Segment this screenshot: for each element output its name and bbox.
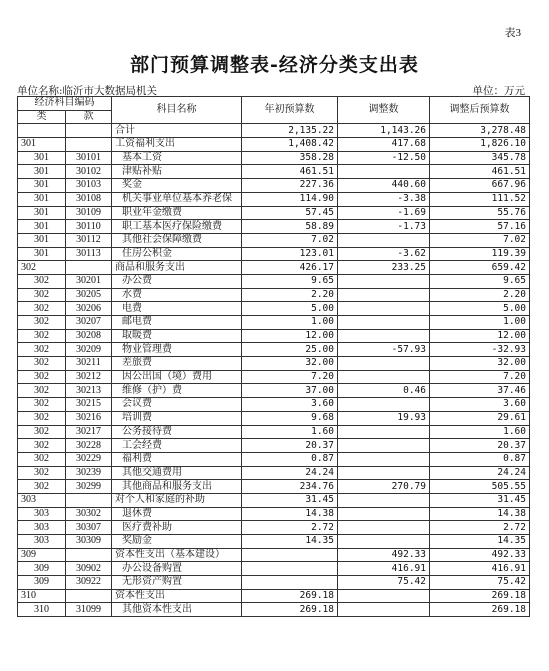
adjusted-budget-cell: 7.02 (430, 233, 530, 247)
category-code-cell: 302 (18, 288, 66, 302)
table-row (18, 384, 530, 398)
item-code-cell: 30309 (66, 535, 112, 549)
initial-budget-cell: 37.00 (242, 384, 338, 398)
category-code-cell: 302 (18, 370, 66, 384)
table-row (18, 247, 530, 261)
adjustment-cell: 75.42 (338, 576, 430, 590)
adjusted-budget-cell: 75.42 (430, 576, 530, 590)
table-row (18, 589, 530, 603)
adjustment-cell (338, 439, 430, 453)
category-code-cell: 302 (18, 384, 66, 398)
adjustment-cell (338, 466, 430, 480)
adjustment-cell (338, 357, 430, 371)
category-code-cell: 302 (18, 480, 66, 494)
adjusted-budget-cell: 111.52 (430, 192, 530, 206)
category-code-cell: 309 (18, 562, 66, 576)
table-row (18, 261, 530, 275)
adjustment-cell (338, 425, 430, 439)
category-code-cell: 302 (18, 425, 66, 439)
adjusted-budget-cell: 3,278.48 (430, 124, 530, 138)
subject-name-cell: 维修（护）费 (112, 384, 242, 398)
subject-name-cell: 商品和服务支出 (112, 261, 242, 275)
category-code-cell: 310 (18, 603, 66, 617)
adjusted-budget-cell: 2.20 (430, 288, 530, 302)
table-row (18, 548, 530, 562)
adjustment-cell: 1,143.26 (338, 124, 430, 138)
category-code-cell: 309 (18, 548, 66, 562)
item-code-cell: 30113 (66, 247, 112, 261)
category-code-cell: 303 (18, 535, 66, 549)
item-code-cell (66, 261, 112, 275)
initial-budget-cell: 269.18 (242, 603, 338, 617)
item-code-cell: 30228 (66, 439, 112, 453)
item-code-cell: 30229 (66, 452, 112, 466)
adjustment-cell: -57.93 (338, 343, 430, 357)
adjustment-cell: 0.46 (338, 384, 430, 398)
table-row (18, 425, 530, 439)
category-code-cell: 301 (18, 247, 66, 261)
item-code-cell: 30101 (66, 151, 112, 165)
initial-budget-cell: 5.00 (242, 302, 338, 316)
subject-name-cell: 办公费 (112, 274, 242, 288)
table-row (18, 603, 530, 617)
adjusted-budget-cell: 24.24 (430, 466, 530, 480)
table-row (18, 206, 530, 220)
adjustment-cell (338, 165, 430, 179)
initial-budget-cell: 269.18 (242, 589, 338, 603)
initial-budget-cell: 1,408.42 (242, 138, 338, 152)
adjustment-cell (338, 302, 430, 316)
adjusted-budget-cell: 57.16 (430, 220, 530, 234)
item-code-cell: 30299 (66, 480, 112, 494)
subject-name-cell: 奖励金 (112, 535, 242, 549)
subject-name-cell: 邮电费 (112, 316, 242, 330)
item-code-cell (66, 589, 112, 603)
category-code-cell: 302 (18, 439, 66, 453)
category-code-cell: 302 (18, 343, 66, 357)
category-code-cell: 301 (18, 206, 66, 220)
adjusted-budget-cell: 1.00 (430, 316, 530, 330)
unit-name: 单位名称:临沂市大数据局机关 (17, 85, 158, 97)
header-category: 类 (18, 110, 66, 124)
adjusted-budget-cell: 0.87 (430, 452, 530, 466)
adjusted-budget-cell: 1.60 (430, 425, 530, 439)
table-row (18, 439, 530, 453)
category-code-cell: 302 (18, 398, 66, 412)
category-code-cell: 302 (18, 302, 66, 316)
adjustment-cell (338, 507, 430, 521)
adjustment-cell (338, 589, 430, 603)
table-row (18, 521, 530, 535)
header-item: 款 (66, 110, 112, 124)
subject-name-cell: 工资福利支出 (112, 138, 242, 152)
subject-name-cell: 办公设备购置 (112, 562, 242, 576)
item-code-cell (66, 138, 112, 152)
category-code-cell: 301 (18, 192, 66, 206)
adjustment-cell: -1.69 (338, 206, 430, 220)
adjustment-cell: 416.91 (338, 562, 430, 576)
adjusted-budget-cell: 20.37 (430, 439, 530, 453)
subject-name-cell: 职业年金缴费 (112, 206, 242, 220)
adjusted-budget-cell: 5.00 (430, 302, 530, 316)
initial-budget-cell: 358.28 (242, 151, 338, 165)
initial-budget-cell: 14.35 (242, 535, 338, 549)
category-code-cell: 301 (18, 233, 66, 247)
table-row (18, 138, 530, 152)
adjusted-budget-cell: 55.76 (430, 206, 530, 220)
item-code-cell: 30213 (66, 384, 112, 398)
subject-name-cell: 对个人和家庭的补助 (112, 493, 242, 507)
item-code-cell: 30103 (66, 179, 112, 193)
table-row (18, 466, 530, 480)
header-initial-budget: 年初预算数 (242, 97, 338, 124)
subject-name-cell: 资本性支出（基本建设） (112, 548, 242, 562)
subject-name-cell: 会议费 (112, 398, 242, 412)
table-row (18, 274, 530, 288)
sheet-number-label: 表3 (504, 27, 521, 39)
adjustment-cell (338, 274, 430, 288)
initial-budget-cell: 31.45 (242, 493, 338, 507)
adjusted-budget-cell: 269.18 (430, 589, 530, 603)
header-adjustment: 调整数 (338, 97, 430, 124)
adjustment-cell (338, 316, 430, 330)
adjustment-cell: -3.62 (338, 247, 430, 261)
table-row (18, 398, 530, 412)
adjusted-budget-cell: 269.18 (430, 603, 530, 617)
initial-budget-cell: 227.36 (242, 179, 338, 193)
category-code-cell: 303 (18, 493, 66, 507)
adjustment-cell (338, 370, 430, 384)
category-code-cell: 302 (18, 329, 66, 343)
subject-name-cell: 职工基本医疗保险缴费 (112, 220, 242, 234)
table-row (18, 357, 530, 371)
adjusted-budget-cell: 12.00 (430, 329, 530, 343)
subject-name-cell: 资本性支出 (112, 589, 242, 603)
item-code-cell: 30102 (66, 165, 112, 179)
item-code-cell: 30217 (66, 425, 112, 439)
category-code-cell: 302 (18, 466, 66, 480)
currency-unit: 单位：万元 (472, 85, 525, 97)
subject-name-cell: 奖金 (112, 179, 242, 193)
initial-budget-cell: 7.20 (242, 370, 338, 384)
subject-name-cell: 其他资本性支出 (112, 603, 242, 617)
initial-budget-cell: 234.76 (242, 480, 338, 494)
table-row (18, 192, 530, 206)
subject-name-cell: 基本工资 (112, 151, 242, 165)
category-code-cell: 301 (18, 220, 66, 234)
item-code-cell: 30205 (66, 288, 112, 302)
adjusted-budget-cell: 659.42 (430, 261, 530, 275)
adjustment-cell (338, 329, 430, 343)
item-code-cell (66, 124, 112, 138)
item-code-cell (66, 493, 112, 507)
budget-table (17, 96, 530, 617)
table-row (18, 165, 530, 179)
adjusted-budget-cell: 461.51 (430, 165, 530, 179)
initial-budget-cell (242, 548, 338, 562)
subject-name-cell: 差旅费 (112, 357, 242, 371)
initial-budget-cell: 9.65 (242, 274, 338, 288)
category-code-cell: 301 (18, 165, 66, 179)
item-code-cell: 31099 (66, 603, 112, 617)
table-row (18, 233, 530, 247)
adjusted-budget-cell: 32.00 (430, 357, 530, 371)
category-code-cell: 303 (18, 507, 66, 521)
category-code-cell: 303 (18, 521, 66, 535)
subject-name-cell: 退休费 (112, 507, 242, 521)
subject-name-cell: 合计 (112, 124, 242, 138)
initial-budget-cell: 25.00 (242, 343, 338, 357)
table-row (18, 329, 530, 343)
adjustment-cell: 440.60 (338, 179, 430, 193)
item-code-cell: 30302 (66, 507, 112, 521)
table-row (18, 480, 530, 494)
item-code-cell: 30109 (66, 206, 112, 220)
adjustment-cell (338, 535, 430, 549)
item-code-cell: 30112 (66, 233, 112, 247)
adjusted-budget-cell: 1,826.10 (430, 138, 530, 152)
adjusted-budget-cell: 416.91 (430, 562, 530, 576)
table-row (18, 316, 530, 330)
initial-budget-cell: 0.87 (242, 452, 338, 466)
subject-name-cell: 取暖费 (112, 329, 242, 343)
initial-budget-cell: 9.68 (242, 411, 338, 425)
initial-budget-cell (242, 576, 338, 590)
adjustment-cell (338, 452, 430, 466)
adjustment-cell (338, 493, 430, 507)
table-row (18, 411, 530, 425)
table-row (18, 179, 530, 193)
adjusted-budget-cell: 9.65 (430, 274, 530, 288)
category-code-cell: 310 (18, 589, 66, 603)
category-code-cell: 301 (18, 179, 66, 193)
item-code-cell: 30211 (66, 357, 112, 371)
category-code-cell: 302 (18, 316, 66, 330)
item-code-cell: 30108 (66, 192, 112, 206)
table-row (18, 562, 530, 576)
category-code-cell: 302 (18, 452, 66, 466)
table-row (18, 370, 530, 384)
subject-name-cell: 物业管理费 (112, 343, 242, 357)
adjusted-budget-cell: 14.35 (430, 535, 530, 549)
adjusted-budget-cell: 492.33 (430, 548, 530, 562)
initial-budget-cell: 1.60 (242, 425, 338, 439)
subject-name-cell: 培训费 (112, 411, 242, 425)
table-row (18, 576, 530, 590)
initial-budget-cell: 2.20 (242, 288, 338, 302)
table-row (18, 220, 530, 234)
adjustment-cell: -1.73 (338, 220, 430, 234)
subject-name-cell: 其他交通费用 (112, 466, 242, 480)
table-row (18, 507, 530, 521)
item-code-cell: 30208 (66, 329, 112, 343)
subject-name-cell: 医疗费补助 (112, 521, 242, 535)
subject-name-cell: 其他社会保障缴费 (112, 233, 242, 247)
item-code-cell: 30307 (66, 521, 112, 535)
item-code-cell: 30201 (66, 274, 112, 288)
initial-budget-cell: 2,135.22 (242, 124, 338, 138)
item-code-cell: 30215 (66, 398, 112, 412)
adjusted-budget-cell: 119.39 (430, 247, 530, 261)
adjustment-cell (338, 603, 430, 617)
page-title: 部门预算调整表-经济分类支出表 (130, 54, 419, 76)
adjusted-budget-cell: 3.60 (430, 398, 530, 412)
initial-budget-cell (242, 562, 338, 576)
table-body (18, 124, 530, 617)
initial-budget-cell: 12.00 (242, 329, 338, 343)
item-code-cell: 30207 (66, 316, 112, 330)
adjusted-budget-cell: 7.20 (430, 370, 530, 384)
adjustment-cell (338, 288, 430, 302)
item-code-cell: 30110 (66, 220, 112, 234)
table-row (18, 302, 530, 316)
category-code-cell: 302 (18, 274, 66, 288)
initial-budget-cell: 3.60 (242, 398, 338, 412)
category-code-cell: 301 (18, 151, 66, 165)
item-code-cell: 30902 (66, 562, 112, 576)
adjustment-cell: 19.93 (338, 411, 430, 425)
adjusted-budget-cell: 505.55 (430, 480, 530, 494)
subject-name-cell: 无形资产购置 (112, 576, 242, 590)
initial-budget-cell: 426.17 (242, 261, 338, 275)
subject-name-cell: 福利费 (112, 452, 242, 466)
adjustment-cell: 270.79 (338, 480, 430, 494)
adjusted-budget-cell: 29.61 (430, 411, 530, 425)
category-code-cell: 302 (18, 357, 66, 371)
adjusted-budget-cell: 31.45 (430, 493, 530, 507)
initial-budget-cell: 57.45 (242, 206, 338, 220)
header-subject-name: 科目名称 (112, 97, 242, 124)
adjusted-budget-cell: -32.93 (430, 343, 530, 357)
subject-name-cell: 水费 (112, 288, 242, 302)
subject-name-cell: 公务接待费 (112, 425, 242, 439)
adjustment-cell: 492.33 (338, 548, 430, 562)
adjustment-cell: -3.38 (338, 192, 430, 206)
initial-budget-cell: 32.00 (242, 357, 338, 371)
table-row (18, 343, 530, 357)
table-row (18, 493, 530, 507)
adjustment-cell: 233.25 (338, 261, 430, 275)
item-code-cell: 30922 (66, 576, 112, 590)
subject-name-cell: 因公出国（境）费用 (112, 370, 242, 384)
initial-budget-cell: 14.38 (242, 507, 338, 521)
subject-name-cell: 机关事业单位基本养老保 (112, 192, 242, 206)
adjustment-cell (338, 398, 430, 412)
item-code-cell (66, 548, 112, 562)
item-code-cell: 30216 (66, 411, 112, 425)
adjusted-budget-cell: 37.46 (430, 384, 530, 398)
item-code-cell: 30212 (66, 370, 112, 384)
category-code-cell: 309 (18, 576, 66, 590)
subject-name-cell: 其他商品和服务支出 (112, 480, 242, 494)
category-code-cell: 301 (18, 138, 66, 152)
adjusted-budget-cell: 667.96 (430, 179, 530, 193)
adjustment-cell (338, 233, 430, 247)
item-code-cell: 30209 (66, 343, 112, 357)
initial-budget-cell: 123.01 (242, 247, 338, 261)
adjusted-budget-cell: 345.78 (430, 151, 530, 165)
initial-budget-cell: 1.00 (242, 316, 338, 330)
category-code-cell: 302 (18, 261, 66, 275)
category-code-cell: 302 (18, 411, 66, 425)
subject-name-cell: 住房公积金 (112, 247, 242, 261)
adjusted-budget-cell: 14.38 (430, 507, 530, 521)
category-code-cell (18, 124, 66, 138)
initial-budget-cell: 58.89 (242, 220, 338, 234)
header-adjusted-budget: 调整后预算数 (430, 97, 530, 124)
table-row (18, 535, 530, 549)
adjusted-budget-cell: 2.72 (430, 521, 530, 535)
item-code-cell: 30239 (66, 466, 112, 480)
initial-budget-cell: 20.37 (242, 439, 338, 453)
subject-name-cell: 津贴补贴 (112, 165, 242, 179)
table-row (18, 124, 530, 138)
initial-budget-cell: 2.72 (242, 521, 338, 535)
adjustment-cell: -12.50 (338, 151, 430, 165)
initial-budget-cell: 24.24 (242, 466, 338, 480)
subject-name-cell: 工会经费 (112, 439, 242, 453)
subject-name-cell: 电费 (112, 302, 242, 316)
table-row (18, 151, 530, 165)
item-code-cell: 30206 (66, 302, 112, 316)
header-econ-code: 经济科目编码 (18, 97, 112, 111)
initial-budget-cell: 7.02 (242, 233, 338, 247)
adjustment-cell (338, 521, 430, 535)
initial-budget-cell: 114.90 (242, 192, 338, 206)
table-row (18, 288, 530, 302)
table-row (18, 452, 530, 466)
initial-budget-cell: 461.51 (242, 165, 338, 179)
adjustment-cell: 417.68 (338, 138, 430, 152)
